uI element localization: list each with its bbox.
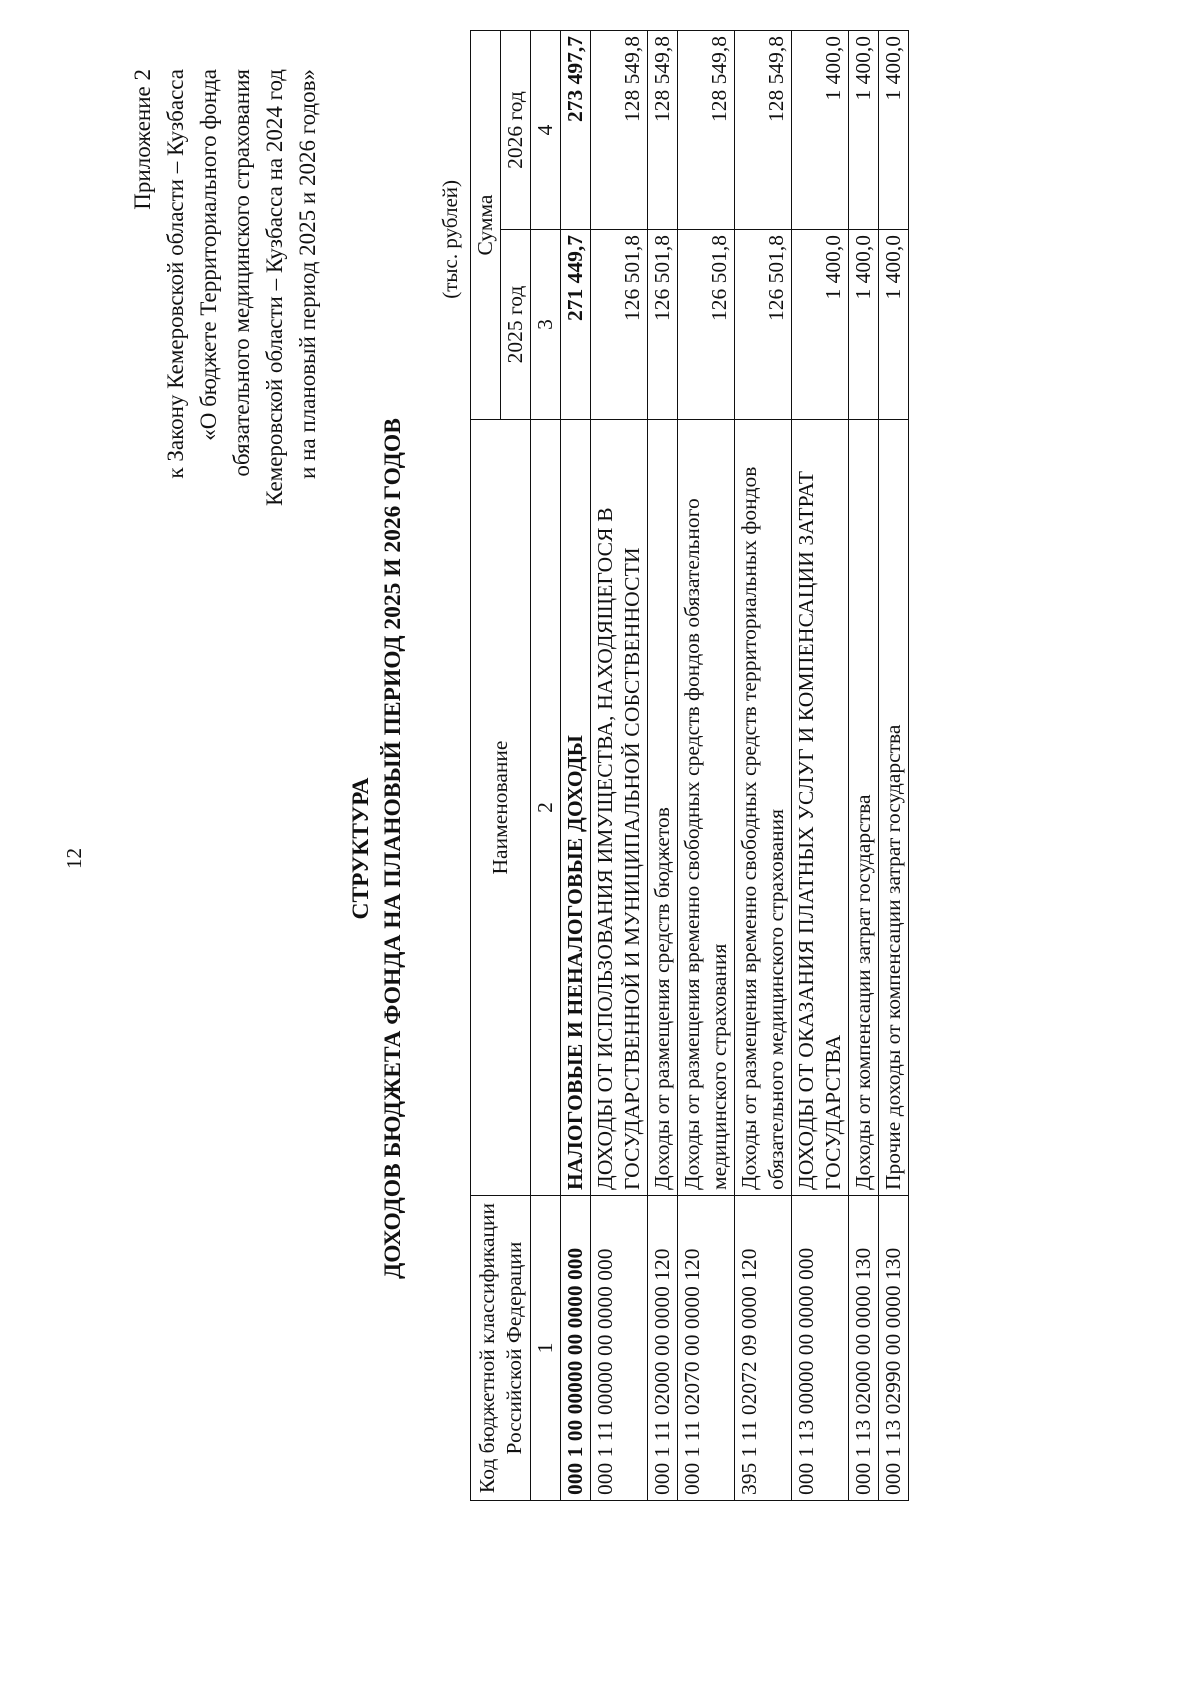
- amount-2025: 1 400,0: [879, 230, 909, 420]
- table-row: [792, 30, 849, 1500]
- table-row: [849, 30, 879, 1500]
- appendix-line: Кемеровской области – Кузбасса на 2024 год: [262, 69, 287, 506]
- income-name: Прочие доходы от компенсации затрат государства: [879, 420, 909, 1196]
- units-label: (тыс. рублей): [438, 180, 462, 299]
- income-name: ДОХОДЫ ОТ ИСПОЛЬЗОВАНИЯ ИМУЩЕСТВА, НАХОДЯЩЕГОСЯ В ГОСУДАРСТВЕННОЙ И МУНИЦИПАЛЬНОЙ СОБСТВЕННОСТИ: [591, 420, 648, 1196]
- income-name: Доходы от размещения средств бюджетов: [648, 420, 678, 1196]
- column-number-row: [531, 30, 561, 1500]
- header-sum: Сумма: [471, 30, 501, 419]
- amount-2025: 126 501,8: [735, 230, 792, 420]
- table-row: [879, 30, 909, 1500]
- appendix-reference: [126, 69, 324, 629]
- income-name: ДОХОДЫ ОТ ОКАЗАНИЯ ПЛАТНЫХ УСЛУГ И КОМПЕНСАЦИИ ЗАТРАТ ГОСУДАРСТВА: [792, 420, 849, 1196]
- appendix-line: обязательного медицинского страхования: [229, 69, 254, 477]
- budget-code: 000 1 11 00000 00 0000 000: [591, 1196, 648, 1501]
- amount-2026: 128 549,8: [678, 30, 735, 229]
- amount-2026: 1 400,0: [879, 30, 909, 229]
- table-row: [735, 30, 792, 1500]
- amount-2026: 128 549,8: [735, 30, 792, 229]
- table-row: [648, 30, 678, 1500]
- budget-code: 000 1 00 00000 00 0000 000: [561, 1196, 591, 1501]
- header-year-2025: 2025 год: [501, 230, 531, 420]
- appendix-line: Приложение 2: [130, 69, 155, 210]
- budget-code: 000 1 11 02070 00 0000 120: [678, 1196, 735, 1501]
- document-title: СТРУКТУРА: [348, 777, 374, 920]
- column-number: 4: [531, 30, 561, 229]
- amount-2025: 1 400,0: [792, 230, 849, 420]
- budget-code: 000 1 13 02990 00 0000 130: [879, 1196, 909, 1501]
- amount-2025: 126 501,8: [591, 230, 648, 420]
- budget-code: 000 1 13 02000 00 0000 130: [849, 1196, 879, 1501]
- amount-2026: 273 497,7: [561, 30, 591, 229]
- amount-2025: 271 449,7: [561, 230, 591, 420]
- income-name: Доходы от размещения временно свободных средств территориальных фондов обязательного медицинского страхования: [735, 420, 792, 1196]
- amount-2026: 128 549,8: [591, 30, 648, 229]
- income-name: Доходы от компенсации затрат государства: [849, 420, 879, 1196]
- income-name: НАЛОГОВЫЕ И НЕНАЛОГОВЫЕ ДОХОДЫ: [561, 420, 591, 1196]
- amount-2026: 1 400,0: [849, 30, 879, 229]
- table-row: [591, 30, 648, 1500]
- document-subtitle: ДОХОДОВ БЮДЖЕТА ФОНДА НА ПЛАНОВЫЙ ПЕРИОД 2025 И 2026 ГОДОВ: [380, 418, 406, 1279]
- amount-2025: 1 400,0: [849, 230, 879, 420]
- table-header-row: [471, 30, 501, 1500]
- page-number: 12: [62, 848, 86, 869]
- income-name: Доходы от размещения временно свободных средств фондов обязательного медицинского страхования: [678, 420, 735, 1196]
- header-code: Код бюджетной классификации Российской Федерации: [471, 1196, 531, 1501]
- table-row: [561, 30, 591, 1500]
- amount-2025: 126 501,8: [678, 230, 735, 420]
- amount-2026: 1 400,0: [792, 30, 849, 229]
- budget-code: 000 1 13 00000 00 0000 000: [792, 1196, 849, 1501]
- header-year-2026: 2026 год: [501, 30, 531, 229]
- budget-code: 000 1 11 02000 00 0000 120: [648, 1196, 678, 1501]
- income-table: [470, 30, 909, 1501]
- amount-2025: 126 501,8: [648, 230, 678, 420]
- column-number: 2: [531, 420, 561, 1196]
- table-row: [678, 30, 735, 1500]
- header-name: Наименование: [471, 420, 531, 1196]
- appendix-line: и на плановый период 2025 и 2026 годов»: [295, 69, 320, 479]
- appendix-line: к Закону Кемеровской области – Кузбасса: [163, 69, 188, 479]
- amount-2026: 128 549,8: [648, 30, 678, 229]
- column-number: 3: [531, 230, 561, 420]
- column-number: 1: [531, 1196, 561, 1501]
- budget-code: 395 1 11 02072 09 0000 120: [735, 1196, 792, 1501]
- appendix-line: «О бюджете Территориального фонда: [196, 69, 221, 441]
